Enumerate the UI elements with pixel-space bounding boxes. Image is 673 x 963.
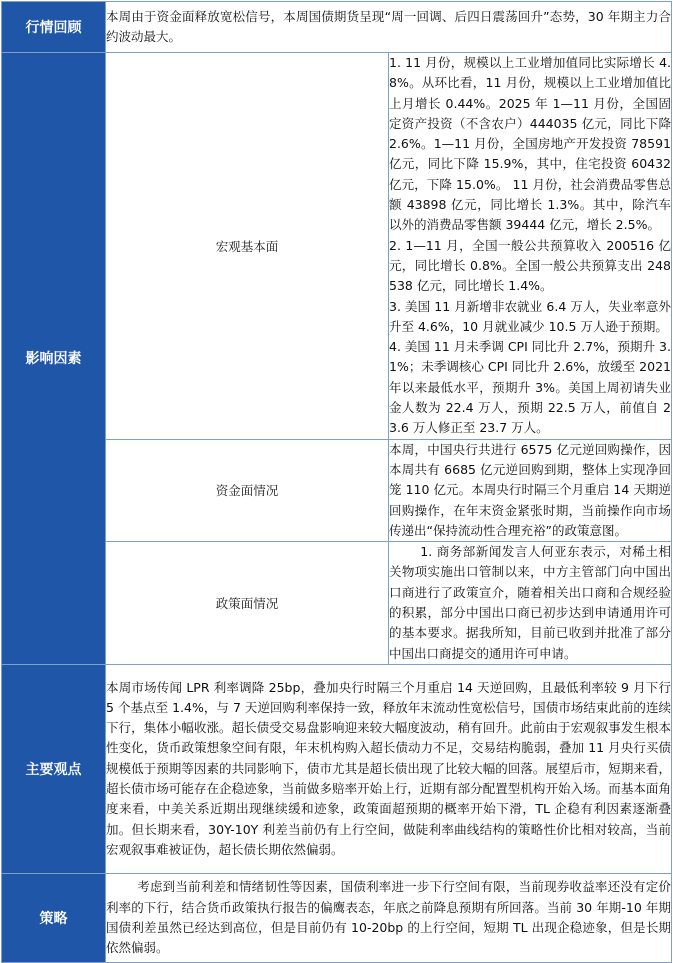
views-text: 本周市场传闻 LPR 利率调降 25bp，叠加央行时隔三个月重启 14 天逆回购，且最低利率较 9 月下行 5 个基点至 1.4%，与 7 天逆回购利率保持一致，释放年末流动性宽松信号，国债市场结束此前的连续下行，集体小幅收涨。超长债受交易盘影响迎来较大幅度波动，稍有回升。此前由于宏观叙事发生根本性变化，货币政策想象空间有限，年末机构购入超长债动力不足，交易结构脆弱，叠加 11 月央行买债规模低于预期等因素的共同影响下，债市尤其是超长债出现了比较大幅的回落。展望后市，短期来看，超长债市场可能存在企稳迹象，当前做多赔率开始上行，近期有部分配置型机构开始入场。而基本面角度来看，中美关系近期出现继续缓和迹象，政策面超预期的概率开始下滑，TL 企稳有利因素逐渐叠加。但长期来看，30Y-10Y 利差当前仍有上行空间，做陡利率曲线结构的策略性价比相对较高，当前宏观叙事难被证伪，超长债长期依然偏弱。 — [106, 664, 672, 873]
market-review-header: 行情回顾 — [2, 2, 106, 53]
policy-text — [389, 542, 672, 665]
market-review-text: 本周由于资金面释放宽松信号，本周国债期货呈现“周一回调、后四日震荡回升”态势，30 年期主力合约波动最大。 — [106, 2, 672, 53]
row-market-review — [2, 2, 672, 53]
strategy-header: 策略 — [2, 873, 106, 962]
macro-text — [389, 53, 672, 440]
funds-text: 本周，中国央行共进行 6575 亿元逆回购操作，因本周共有 6685 亿元逆回购到期，整体上实现净回笼 110 亿元。本周央行时隔三个月重启 14 天期逆回购操作，在年末资金紧张时期，当前操作向市场传递出“保持流动性合理充裕”的政策意图。 — [389, 439, 672, 541]
funds-label: 资金面情况 — [106, 439, 389, 541]
macro-item-2: 2. 1—11 月，全国一般公共预算收入 200516 亿元，同比增长 0.8%。全国一般公共预算支出 248538 亿元，同比增长 1.4%。 — [389, 237, 671, 294]
macro-item-4: 4. 美国 11 月未季调 CPI 同比升 2.7%，预期升 3.1%；未季调核心 CPI 同比升 2.6%，放缓至 2021 年以来最低水平，预期升 3%。美国上周初请失业金人数为 22.4 万人，预期 22.5 万人，前值自 23.6 万人修正至 23.7 万人。 — [389, 339, 671, 436]
strategy-text — [106, 873, 672, 962]
policy-paragraph: 1. 商务部新闻发言人何亚东表示，对稀土相关物项实施出口管制以来，中方主管部门向中国出口商进行了政策宣介，随着相关出口商和合规经验的积累，部分中国出口商已初步达到申请通用许可的基本要求。据我所知，目前已收到并批准了部分中国出口商提交的通用许可申请。 — [389, 544, 671, 661]
policy-label: 政策面情况 — [106, 542, 389, 665]
row-views — [2, 664, 672, 873]
views-header: 主要观点 — [2, 664, 106, 873]
report-table — [1, 1, 672, 963]
macro-item-1: 1. 11 月份，规模以上工业增加值同比实际增长 4.8%。从环比看，11 月份，规模以上工业增加值比上月增长 0.44%。2025 年 1—11 月份，全国固定资产投资（不含农户）444035 亿元，同比下降 2.6%。1—11 月份，全国房地产开发投资 78591 亿元，同比下降 15.9%，其中，住宅投资 60432 亿元，下降 15.0%。 11 月份，社会消费品零售总额 43898 亿元，同比增长 1.3%。其中，除汽车以外的消费品零售额 39444 亿元，增长 2.5%。 — [389, 55, 671, 233]
factors-header: 影响因素 — [2, 53, 106, 665]
macro-label: 宏观基本面 — [106, 53, 389, 440]
row-macro — [2, 53, 672, 440]
row-strategy — [2, 873, 672, 962]
strategy-paragraph: 考虑到当前利差和情绪韧性等因素，国债利率进一步下行空间有限，当前现券收益率还没有定价利率的下行，结合货币政策执行报告的偏鹰表态，年底之前降息预期有所回落。当前 30 年期-10 年期国债利差虽然已经达到高位，但是目前仍有 10-20bp 的上行空间，短期 TL 出现企稳迹象，但是长期依然偏弱。 — [106, 879, 671, 956]
macro-item-3: 3. 美国 11 月新增非农就业 6.4 万人，失业率意外升至 4.6%，10 月就业减少 10.5 万人逊于预期。 — [389, 298, 671, 334]
